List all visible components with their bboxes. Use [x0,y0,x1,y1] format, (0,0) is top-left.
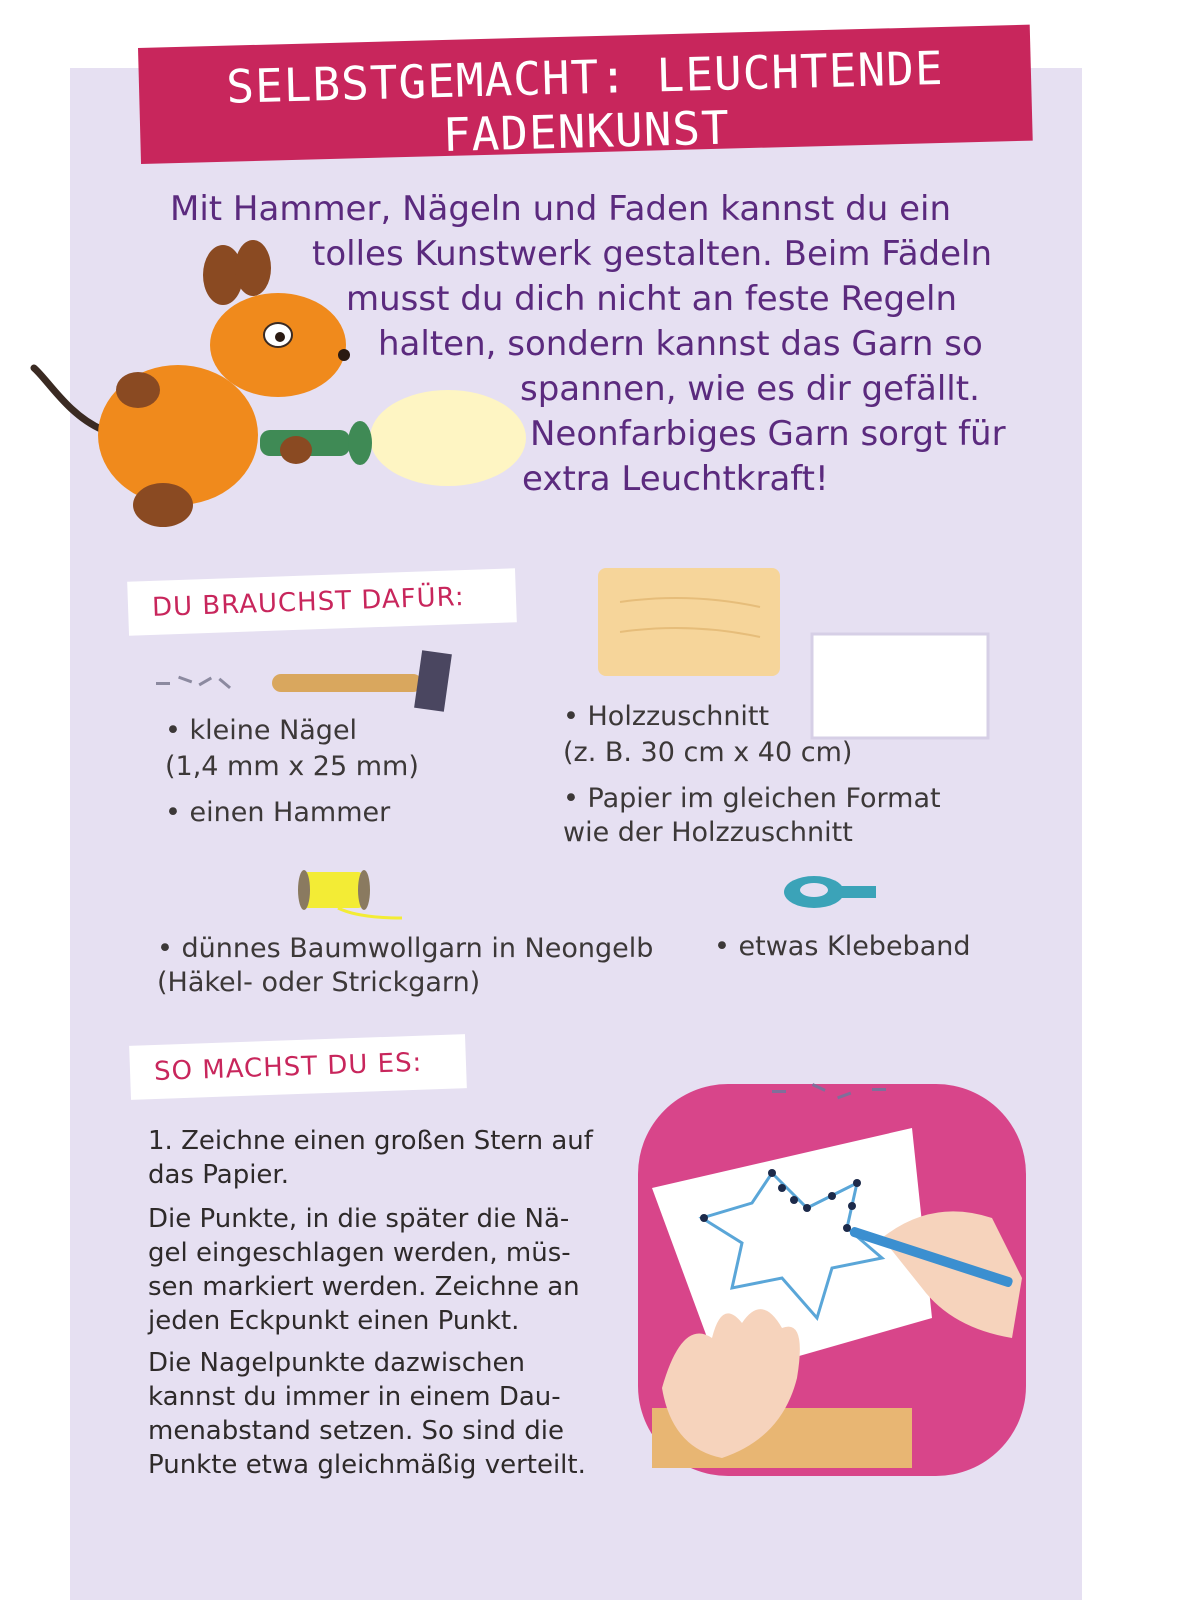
title-banner [138,25,1033,164]
tape-roll-illustration [782,872,882,912]
intro-line: Neonfarbiges Garn sorgt für [530,414,1006,454]
text-line: Punkte etwa gleichmäßig verteilt. [148,1450,586,1480]
material-hammer: • einen Hammer [165,797,391,828]
flashlight-beam [370,390,526,486]
wood-board-illustration [590,562,785,682]
intro-line: extra Leuchtkraft! [522,459,829,499]
material-paper: • Papier im gleichen Format [563,783,941,814]
mouse-pupil [275,332,285,342]
mouse-hand [280,436,312,464]
mouse-nose [338,349,350,361]
intro-line: tolles Kunstwerk gestalten. Beim Fädeln [312,234,993,274]
step-1-spacing [148,1346,618,1482]
instructions-heading: SO MACHST DU ES: [153,1047,423,1088]
mouse-leg [133,483,193,527]
step-1-marking [148,1202,618,1338]
nails-illustration [150,672,240,696]
yarn-spool-illustration [298,866,408,926]
materials-heading: DU BRAUCHST DAFÜR: [151,582,466,623]
intro-line: halten, sondern kannst das Garn so [378,324,983,364]
material-nails: • kleine Nägel [165,715,358,746]
text-line: gel eingeschlagen werden, müs- [148,1238,571,1268]
paper-sheet-illustration [808,630,993,742]
hammer-illustration [268,648,463,713]
flashlight-head [348,421,372,465]
text-line: 1. Zeichne einen großen Stern auf [148,1126,593,1156]
text-line: Die Punkte, in die später die Nä- [148,1204,570,1234]
intro-line: spannen, wie es dir gefällt. [520,369,980,409]
mouse-tail [34,368,103,430]
material-wood: • Holzzuschnitt [563,701,770,732]
material-tape: • etwas Klebeband [714,931,971,962]
material-nails-size: (1,4 mm x 25 mm) [165,751,419,782]
text-line: Die Nagelpunkte dazwischen [148,1348,525,1378]
mouse-back-arm [116,372,160,408]
material-paper-cont: wie der Holzzuschnitt [563,817,853,848]
text-line: sen markiert werden. Zeichne an [148,1272,580,1302]
material-yarn: • dünnes Baumwollgarn in Neongelb [157,933,654,964]
text-line: jeden Eckpunkt einen Punkt. [148,1306,520,1336]
text-line: das Papier. [148,1160,289,1190]
step-1-illustration [632,1078,1032,1482]
intro-line: Mit Hammer, Nägeln und Faden kannst du ein [170,189,951,229]
text-line: menabstand setzen. So sind die [148,1416,564,1446]
material-wood-size: (z. B. 30 cm x 40 cm) [563,737,853,768]
material-yarn-cont: (Häkel- oder Strickgarn) [157,967,481,998]
mouse-ear [235,240,271,296]
step-1-intro [148,1124,618,1192]
text-line: kannst du immer in einem Dau- [148,1382,561,1412]
page-title: SELBSTGEMACHT: LEUCHTENDE FADENKUNST [225,40,945,163]
intro-line: musst du dich nicht an feste Regeln [346,279,957,319]
